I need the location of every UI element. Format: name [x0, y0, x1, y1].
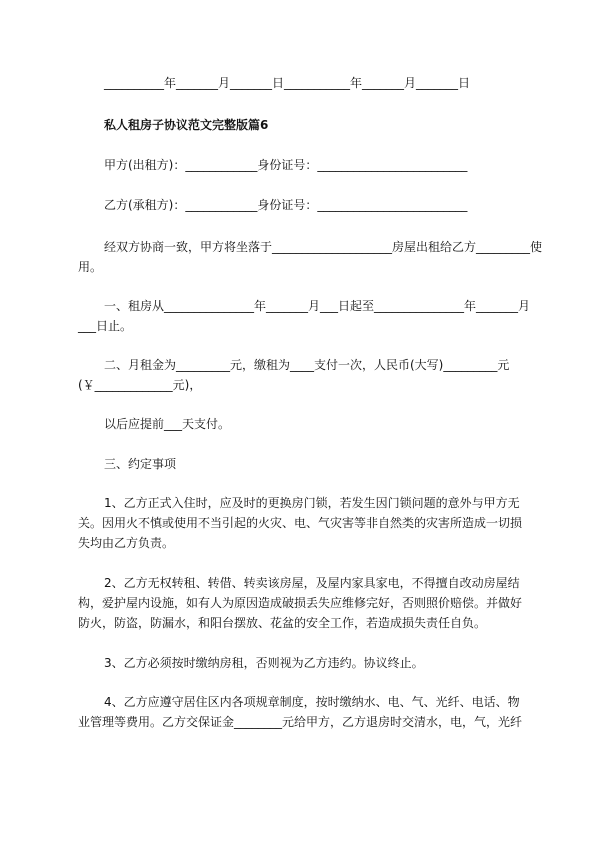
date-line: __________年_______月_______日___________年_______月_______日 — [104, 76, 471, 90]
item-1-line-2: 关。因用火不慎或使用不当引起的火灾、电、气灾害等非自然类的灾害所造成一切损 — [78, 516, 523, 530]
item-1-line-1: 1、乙方正式入住时，应及时的更换房门锁，若发生因门锁问题的意外与甲方无 — [104, 496, 520, 510]
document-title: 私人租房子协议范文完整版篇6 — [104, 118, 269, 132]
party-a-line: 甲方(出租方)：____________身份证号：_________________________ — [104, 158, 468, 172]
party-b-line: 乙方(承租方)：____________身份证号：_________________________ — [104, 198, 468, 212]
clause-1-line-2: ___日止。 — [78, 319, 133, 333]
clause-1-line-1: 一、租房从_______________年_______月___日起至_______________年_______月 — [104, 299, 531, 313]
section-3-heading: 三、约定事项 — [104, 457, 177, 471]
item-4-line-1: 4、乙方应遵守居住区内各项规章制度，按时缴纳水、电、气、光纤、电话、物 — [104, 695, 520, 709]
item-1-line-3: 失均由乙方负责。 — [78, 536, 175, 550]
item-2-line-1: 2、乙方无权转租、转借、转卖该房屋，及屋内家具家电，不得擅自改动房屋结 — [104, 576, 520, 590]
item-2-line-3: 防火，防盗，防漏水，和阳台摆放、花盆的安全工作，若造成损失责任自负。 — [78, 616, 487, 630]
item-4-line-2: 业管理等费用。乙方交保证金________元给甲方，乙方退房时交清水，电，气，光纤 — [78, 715, 523, 729]
item-3-line-1: 3、乙方必须按时缴纳房租，否则视为乙方违约。协议终止。 — [104, 656, 424, 670]
intro-line-1: 经双方协商一致，甲方将坐落于____________________房屋出租给乙方_________使 — [104, 240, 543, 254]
item-2-line-2: 构，爱护屋内设施，如有人为原因造成破损丢失应维修完好，否则照价赔偿。并做好 — [78, 596, 523, 610]
clause-2-line-1: 二、月租金为_________元，缴租为____支付一次，人民币(大写)_________元 — [104, 358, 510, 372]
pay-in-advance-line: 以后应提前___天支付。 — [104, 417, 231, 431]
clause-2-line-2: (￥_____________元)， — [78, 378, 202, 392]
intro-line-2: 用。 — [78, 260, 103, 274]
